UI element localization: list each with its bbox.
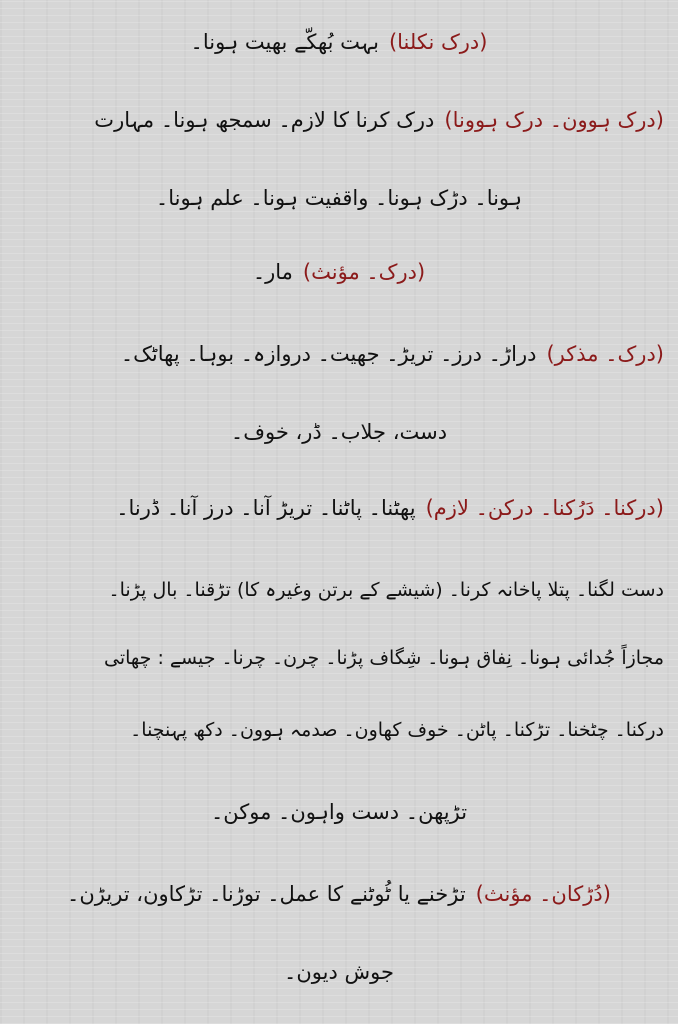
definition-text: دراڑ۔ درز۔ تریڑ۔ جھیت۔ دروازہ۔ بوہا۔ پھاٹک۔ [120, 342, 537, 366]
headword: (درک۔ مؤنث) [302, 260, 426, 284]
entry-line [14, 170, 664, 226]
headword: (درک ہوون۔ درک ہوونا) [444, 108, 664, 132]
entry-line [14, 866, 664, 922]
entry-line [14, 944, 664, 1000]
headword: (دُڑکان۔ مؤنث) [475, 882, 611, 906]
entry-line [14, 404, 664, 460]
definition-text: مجازاً جُدائی ہونا۔ نِفاق ہونا۔ شِگاف پڑنا۔ چرن۔ چرنا۔ جیسے : چھاتی [104, 647, 664, 669]
definition-text: پھٹنا۔ پاٹنا۔ تریڑ آنا۔ درز آنا۔ ڈرنا۔ [116, 496, 416, 520]
definition-text: بہت بُھکّے بھیت ہونا۔ [190, 30, 379, 54]
definition-text: درکنا۔ چٹخنا۔ تڑکنا۔ پاٹن۔ خوف کھاون۔ صدمہ ہوون۔ دکھ پہنچنا۔ [130, 719, 664, 741]
headword: (درکنا۔ دَرُکنا۔ درکن۔ لازم) [425, 496, 664, 520]
definition-text: دست لگنا۔ پتلا پاخانہ کرنا۔ (شیشے کے برتن وغیرہ کا) تڑقنا۔ بال پڑنا۔ [108, 579, 664, 601]
entry-line [14, 702, 664, 758]
headword: (درک نکلنا) [388, 30, 488, 54]
entry-line [14, 92, 664, 148]
entry-line [14, 244, 664, 300]
definition-text: مار۔ [252, 260, 293, 284]
entry-line [14, 326, 664, 382]
definition-text: ہونا۔ دڑک ہونا۔ واقفیت ہونا۔ علم ہونا۔ [155, 186, 523, 210]
definition-text: جوش دیون۔ [284, 960, 394, 984]
entry-line [14, 630, 664, 686]
entry-line [14, 562, 664, 618]
definition-text: تڑخنے یا ٹُوٹنے کا عمل۔ توڑنا۔ تڑکاون، تریڑن۔ [67, 882, 466, 906]
definition-text: درک کرنا کا لازم۔ سمجھ ہونا۔ مہارت [94, 108, 435, 132]
headword: (درک۔ مذکر) [546, 342, 664, 366]
entry-line [14, 480, 664, 536]
definition-text: دست، جلاب۔ ڈر، خوف۔ [230, 420, 448, 444]
definition-text: تڑپھن۔ دست واہون۔ موکن۔ [210, 800, 468, 824]
entry-line [14, 14, 664, 70]
entry-line [14, 784, 664, 840]
